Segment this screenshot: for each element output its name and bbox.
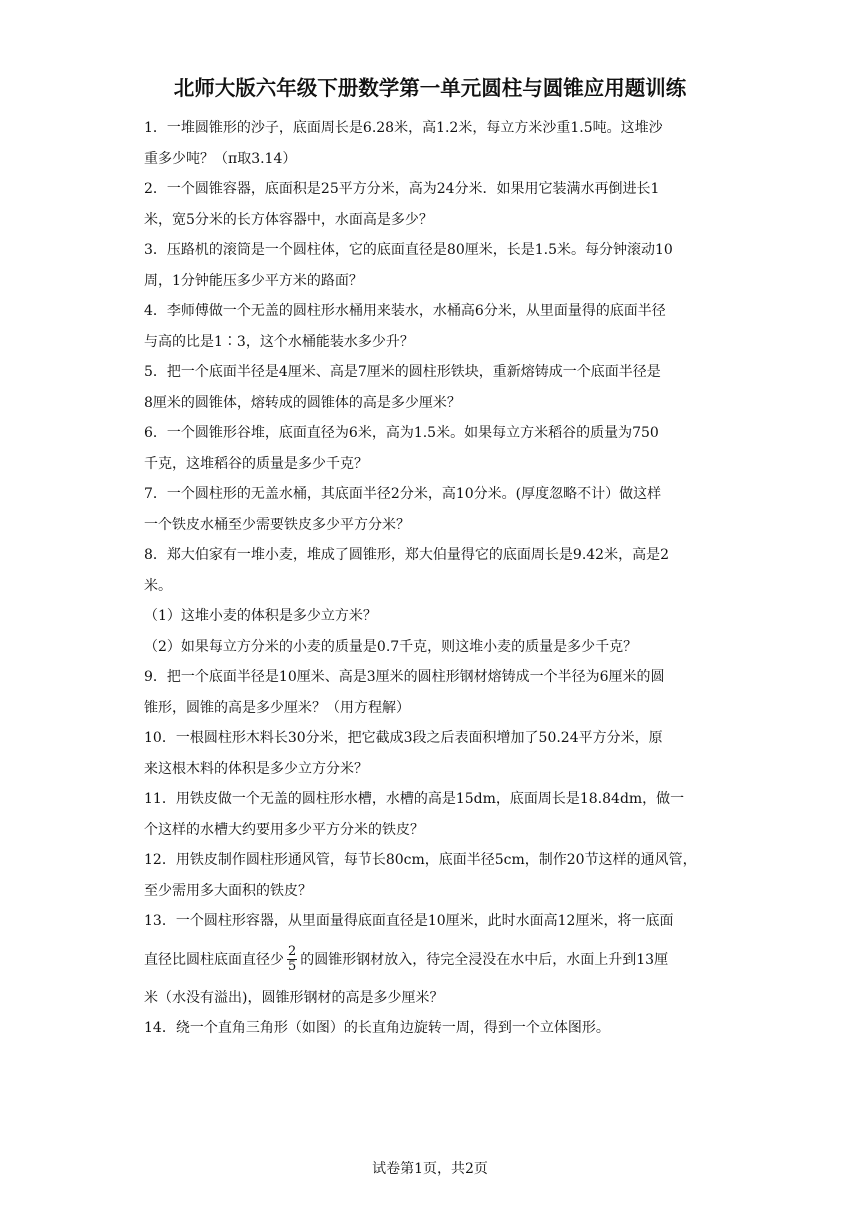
text-line: 4．李师傅做一个无盖的圆柱形水桶用来装水，水桶高6分米，从里面量得的底面半径 — [144, 303, 666, 319]
text-line: 7．一个圆柱形的无盖水桶，其底面半径2分米，高10分米。(厚度忽略不计）做这样 — [144, 486, 662, 502]
text-line: 3．压路机的滚筒是一个圆柱体，它的底面直径是80厘米，长是1.5米。每分钟滚动10 — [144, 242, 673, 258]
text-segment: 直径比圆柱底面直径少 — [144, 951, 284, 968]
text-line: 2．一个圆锥容器，底面积是25平方分米，高为24分米．如果用它装满水再倒进长1 — [144, 181, 660, 197]
text-line: 与高的比是1∶3，这个水桶能装水多少升？ — [144, 333, 414, 350]
text-line: 13．一个圆柱形容器，从里面量得底面直径是10厘米，此时水面高12厘米，将一底面 — [144, 913, 674, 929]
q13-fraction-line — [144, 937, 722, 983]
text-line: （2）如果每立方分米的小麦的质量是0.7千克，则这堆小麦的质量是多少千克？ — [144, 638, 638, 655]
text-line: 12．用铁皮制作圆柱形通风管，每节长80cm，底面半径5cm，制作20节这样的通风管， — [144, 852, 697, 868]
text-line: 5．把一个底面半径是4厘米、高是7厘米的圆柱形铁块，重新熔铸成一个底面半径是 — [144, 364, 661, 380]
page-footer: 试卷第1页，共2页 — [372, 1161, 488, 1177]
text-segment: 的圆锥形钢材放入，待完全浸没在水中后，水面上升到13厘 — [300, 951, 669, 968]
text-line: 11．用铁皮做一个无盖的圆柱形水槽，水槽的高是15dm，底面周长是18.84dm，做一 — [144, 791, 685, 807]
text-line: 8厘米的圆锥体，熔转成的圆锥体的高是多少厘米？ — [144, 394, 461, 411]
text-line: 10．一根圆柱形木料长30分米，把它截成3段之后表面积增加了50.24平方分米，原 — [144, 730, 663, 746]
text-line: 米。 — [144, 577, 172, 594]
text-line: 锥形，圆锥的高是多少厘米？（用方程解） — [144, 699, 410, 716]
text-line: 来这根木料的体积是多少立方分米？ — [144, 760, 368, 777]
question-list — [144, 113, 722, 1044]
text-line: （1）这堆小麦的体积是多少立方米？ — [144, 608, 377, 624]
text-line: 重多少吨？（π取3.14） — [144, 150, 297, 167]
text-line: 6．一个圆锥形谷堆，底面直径为6米，高为1.5米。如果每立方米稻谷的质量为750 — [144, 425, 659, 441]
text-line: 至少需用多大面积的铁皮？ — [144, 882, 312, 899]
page-title: 北师大版六年级下册数学第一单元圆柱与圆锥应用题训练 — [173, 76, 687, 100]
text-line: 1．一堆圆锥形的沙子，底面周长是6.28米，高1.2米，每立方米沙重1.5吨。这堆沙 — [144, 120, 663, 136]
fraction-numerator: 2 — [288, 944, 297, 959]
text-line: 米，宽5分米的长方体容器中，水面高是多少？ — [144, 211, 433, 228]
text-line: 一个铁皮水桶至少需要铁皮多少平方分米？ — [144, 516, 410, 533]
text-line: 个这样的水槽大约要用多少平方分米的铁皮？ — [144, 821, 424, 838]
text-line: 9．把一个底面半径是10厘米、高是3厘米的圆柱形钢材熔铸成一个半径为6厘米的圆 — [144, 669, 665, 685]
text-line: 千克，这堆稻谷的质量是多少千克？ — [144, 455, 368, 472]
text-line: 米（水没有溢出)，圆锥形钢材的高是多少厘米？ — [144, 989, 444, 1006]
text-line: 周，1分钟能压多少平方米的路面？ — [144, 272, 363, 289]
text-line: 14．绕一个直角三角形（如图）的长直角边旋转一周，得到一个立体图形。 — [144, 1020, 610, 1036]
fraction-denominator: 5 — [288, 959, 297, 974]
text-line: 8．郑大伯家有一堆小麦，堆成了圆锥形，郑大伯量得它的底面周长是9.42米，高是2 — [144, 547, 669, 563]
fraction — [287, 945, 297, 974]
